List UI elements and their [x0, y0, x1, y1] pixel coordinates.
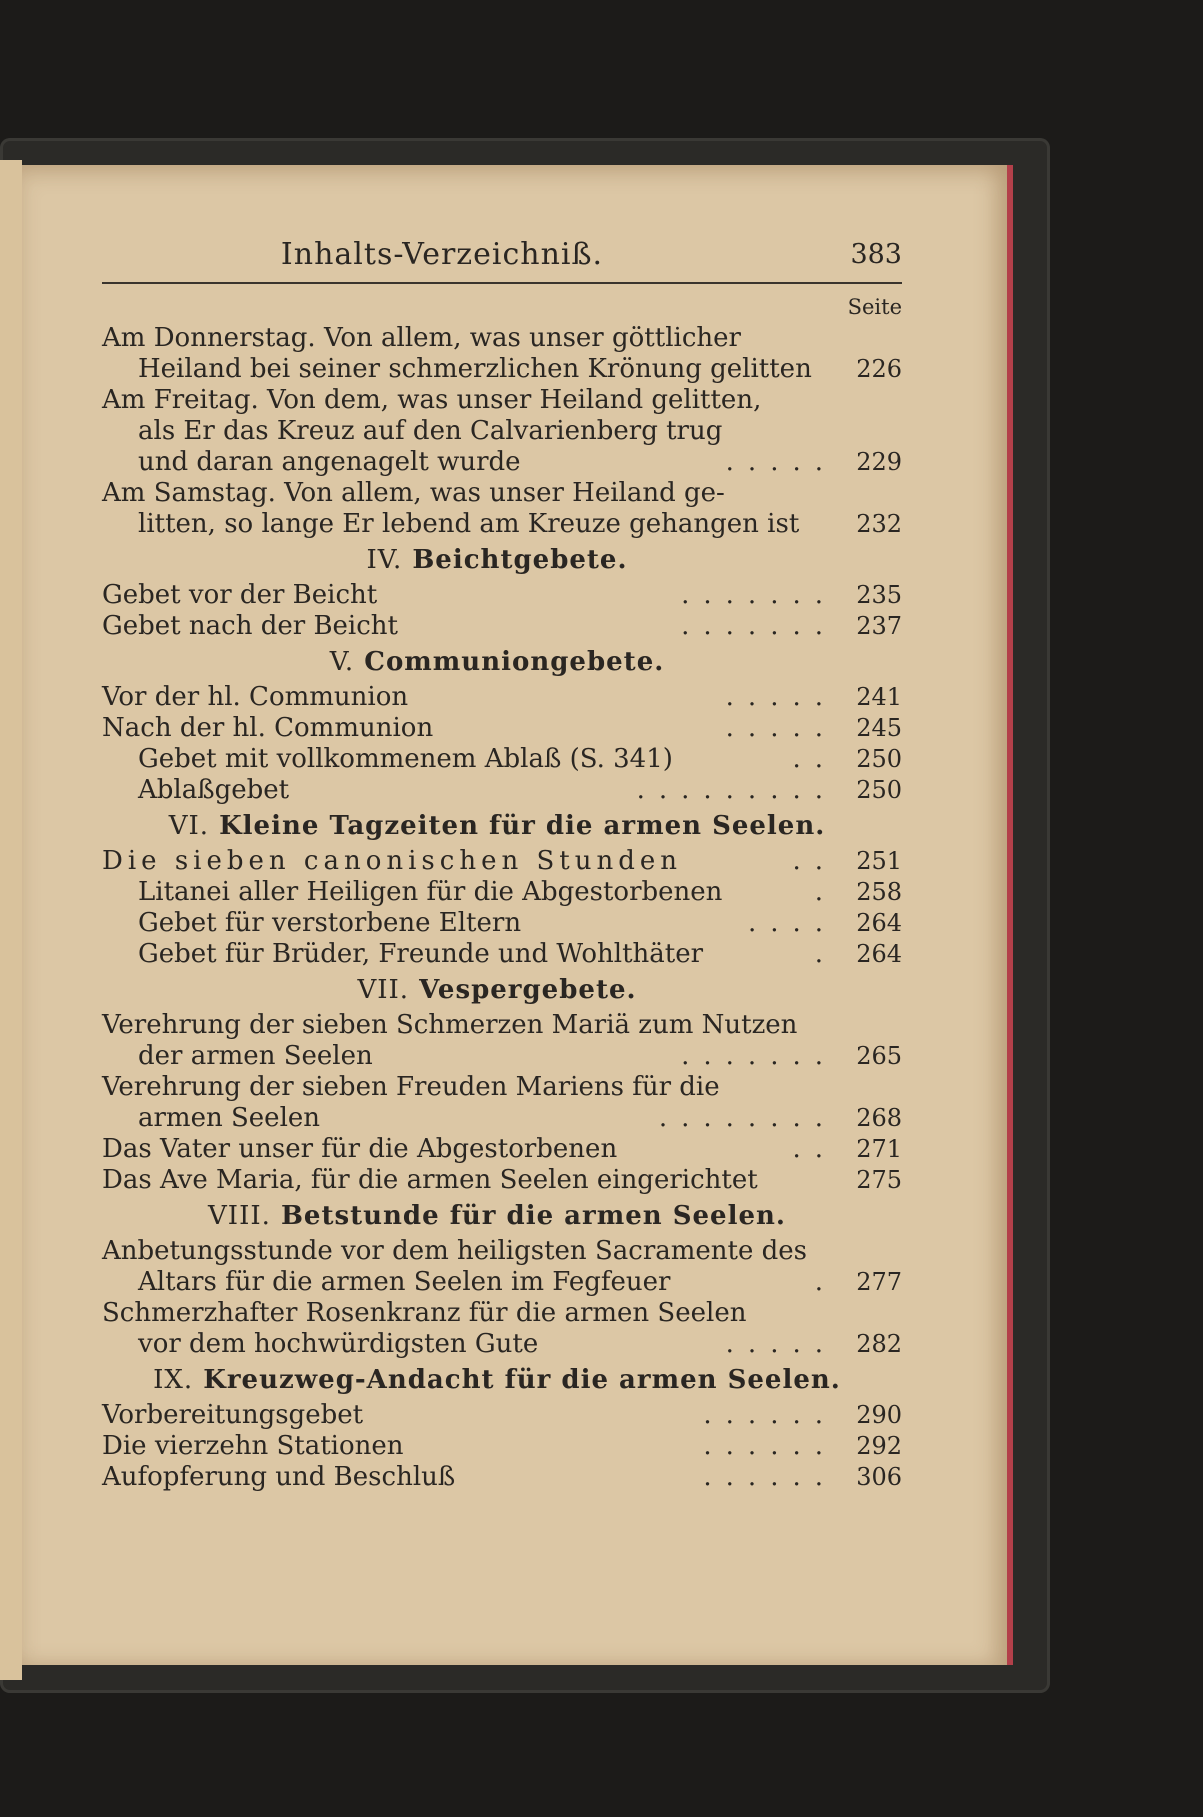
toc-entry [102, 1134, 902, 1165]
toc-group-top [102, 323, 902, 540]
toc-entry-text: Nach der hl. Communion [102, 713, 434, 743]
toc-entry-text: Am Samstag. Von allem, was unser Heiland ge- [102, 478, 725, 508]
toc-entry-text: Gebet mit vollkommenem Ablaß (S. 341) [138, 744, 673, 774]
toc-entry-leader-dots: .. [792, 744, 837, 774]
toc-entry-leader-dots: ........ [658, 1103, 837, 1133]
toc-entry [102, 775, 902, 806]
toc-entry-text: Gebet vor der Beicht [102, 580, 378, 610]
toc-entry-page: 250 [856, 776, 902, 804]
toc-entry [102, 1267, 902, 1298]
toc-entry-text: Die sieben canonischen Stunden [102, 846, 682, 876]
toc-entry [102, 580, 902, 611]
toc-group-viii [102, 1236, 902, 1360]
toc-entry-leader-dots: .. [792, 846, 837, 876]
toc-entry-page: 258 [856, 878, 902, 906]
toc-entry-page: 271 [856, 1135, 902, 1163]
toc-entry [102, 509, 902, 540]
toc-entry-text: Schmerzhafter Rosenkranz für die armen Seelen [102, 1298, 747, 1328]
toc-entry [102, 611, 902, 642]
toc-entry-text: Gebet für verstorbene Eltern [138, 908, 522, 938]
toc-entry [102, 478, 902, 509]
toc-entry-page: 245 [856, 714, 902, 742]
toc-entry-page: 306 [856, 1463, 902, 1491]
toc-entry-page: 292 [856, 1432, 902, 1460]
table-of-contents [102, 323, 902, 1493]
toc-entry-text: Vorbereitungsgebet [102, 1400, 364, 1430]
toc-entry-page: 265 [856, 1042, 902, 1070]
toc-entry-leader-dots: ..... [725, 713, 837, 743]
header-rule [102, 282, 902, 284]
toc-entry-leader-dots: . [814, 877, 837, 907]
toc-entry [102, 1298, 902, 1329]
toc-group-iv [102, 580, 902, 642]
toc-group-v [102, 682, 902, 806]
toc-entry [102, 1329, 902, 1360]
toc-entry-leader-dots: .. [792, 1134, 837, 1164]
section-heading-v: V. Communiongebete. [329, 647, 665, 677]
toc-entry-leader-dots: ...... [703, 1462, 837, 1492]
toc-entry-page: 226 [856, 355, 902, 383]
toc-entry-text: Die vierzehn Stationen [102, 1431, 404, 1461]
toc-entry [102, 1165, 902, 1196]
toc-entry-text: Das Vater unser für die Abgestorbenen [102, 1134, 618, 1164]
page-title: Inhalts-Verzeichniß. [280, 237, 604, 272]
toc-entry-text: Am Freitag. Von dem, was unser Heiland gelitten, [102, 385, 762, 415]
toc-entry [102, 1072, 902, 1103]
toc-entry [102, 1236, 902, 1267]
toc-entry-leader-dots: ...... [703, 1431, 837, 1461]
toc-entry-page: 264 [856, 940, 902, 968]
toc-entry [102, 323, 902, 354]
toc-entry-leader-dots: ..... [725, 1329, 837, 1359]
toc-entry-text: Anbetungsstunde vor dem heiligsten Sacramente des [102, 1236, 808, 1266]
toc-entry [102, 877, 902, 908]
toc-entry-leader-dots: ....... [681, 1041, 837, 1071]
toc-entry-text: und daran angenagelt wurde [138, 447, 521, 477]
toc-entry [102, 416, 902, 447]
section-heading-viii: VIII. Betstunde für die armen Seelen. [208, 1201, 786, 1231]
toc-entry-text: Das Ave Maria, für die armen Seelen eingerichtet [102, 1165, 758, 1195]
section-heading-iv: IV. Beichtgebete. [366, 545, 628, 575]
toc-entry-page: 282 [856, 1330, 902, 1358]
toc-group-vii [102, 1010, 902, 1196]
section-heading-ix: IX. Kreuzweg-Andacht für die armen Seelen. [153, 1365, 841, 1395]
toc-entry-text: Am Donnerstag. Von allem, was unser göttlicher [102, 323, 741, 353]
toc-entry-text: Heiland bei seiner schmerzlichen Krönung gelitten [138, 354, 812, 384]
toc-group-ix [102, 1400, 902, 1493]
toc-entry-leader-dots: ...... [703, 1400, 837, 1430]
book-page [22, 165, 1013, 1665]
toc-entry-leader-dots: ..... [725, 682, 837, 712]
toc-entry-leader-dots: .... [747, 908, 837, 938]
toc-entry [102, 939, 902, 970]
toc-entry-text: als Er das Kreuz auf den Calvarienberg trug [138, 416, 723, 446]
toc-entry [102, 744, 902, 775]
page-number: 383 [850, 239, 902, 270]
section-heading-vi: VI. Kleine Tagzeiten für die armen Seelen. [168, 811, 826, 841]
page-stack-edge [0, 160, 22, 1680]
toc-entry-page: 232 [856, 510, 902, 538]
toc-entry-text: Litanei aller Heiligen für die Abgestorbenen [138, 877, 723, 907]
toc-entry-leader-dots: ....... [681, 580, 837, 610]
toc-entry [102, 447, 902, 478]
toc-entry-text: litten, so lange Er lebend am Kreuze gehangen ist [138, 509, 800, 539]
toc-entry-page: 290 [856, 1401, 902, 1429]
toc-entry-page: 241 [856, 683, 902, 711]
toc-entry-text: armen Seelen [138, 1103, 321, 1133]
toc-entry-text: Gebet nach der Beicht [102, 611, 399, 641]
toc-entry-text: Verehrung der sieben Freuden Mariens für die [102, 1072, 720, 1102]
toc-entry-page: 250 [856, 745, 902, 773]
toc-entry [102, 908, 902, 939]
toc-entry-page: 235 [856, 581, 902, 609]
toc-entry-text: Vor der hl. Communion [102, 682, 409, 712]
toc-entry-page: 237 [856, 612, 902, 640]
toc-entry-page: 229 [856, 448, 902, 476]
toc-entry-page: 268 [856, 1104, 902, 1132]
toc-entry [102, 354, 902, 385]
toc-entry-text: Altars für die armen Seelen im Fegfeuer [138, 1267, 671, 1297]
toc-entry-page: 264 [856, 909, 902, 937]
toc-entry [102, 846, 902, 877]
toc-entry [102, 1431, 902, 1462]
toc-entry-leader-dots: . [814, 1267, 837, 1297]
toc-entry-text: Aufopferung und Beschluß [102, 1462, 456, 1492]
toc-entry [102, 1462, 902, 1493]
toc-entry-text: Gebet für Brüder, Freunde und Wohlthäter [138, 939, 704, 969]
toc-entry-page: 275 [856, 1166, 902, 1194]
section-heading-vii: VII. Vespergebete. [357, 975, 637, 1005]
toc-entry [102, 1041, 902, 1072]
toc-entry [102, 682, 902, 713]
toc-entry-page: 251 [856, 847, 902, 875]
toc-entry [102, 1103, 902, 1134]
toc-entry-page: 277 [856, 1268, 902, 1296]
toc-entry-text: Verehrung der sieben Schmerzen Mariä zum Nutzen [102, 1010, 798, 1040]
toc-entry-text: der armen Seelen [138, 1041, 373, 1071]
toc-entry-text: Ablaßgebet [138, 775, 290, 805]
page-header [102, 235, 902, 275]
seite-column-label: Seite [847, 295, 902, 319]
toc-entry-text: vor dem hochwürdigsten Gute [138, 1329, 539, 1359]
toc-entry [102, 713, 902, 744]
toc-entry-leader-dots: ....... [681, 611, 837, 641]
toc-entry-leader-dots: . [814, 939, 837, 969]
toc-group-vi [102, 846, 902, 970]
toc-entry [102, 385, 902, 416]
toc-entry-leader-dots: ..... [725, 447, 837, 477]
toc-entry-leader-dots: ......... [636, 775, 837, 805]
toc-entry [102, 1010, 902, 1041]
toc-entry [102, 1400, 902, 1431]
